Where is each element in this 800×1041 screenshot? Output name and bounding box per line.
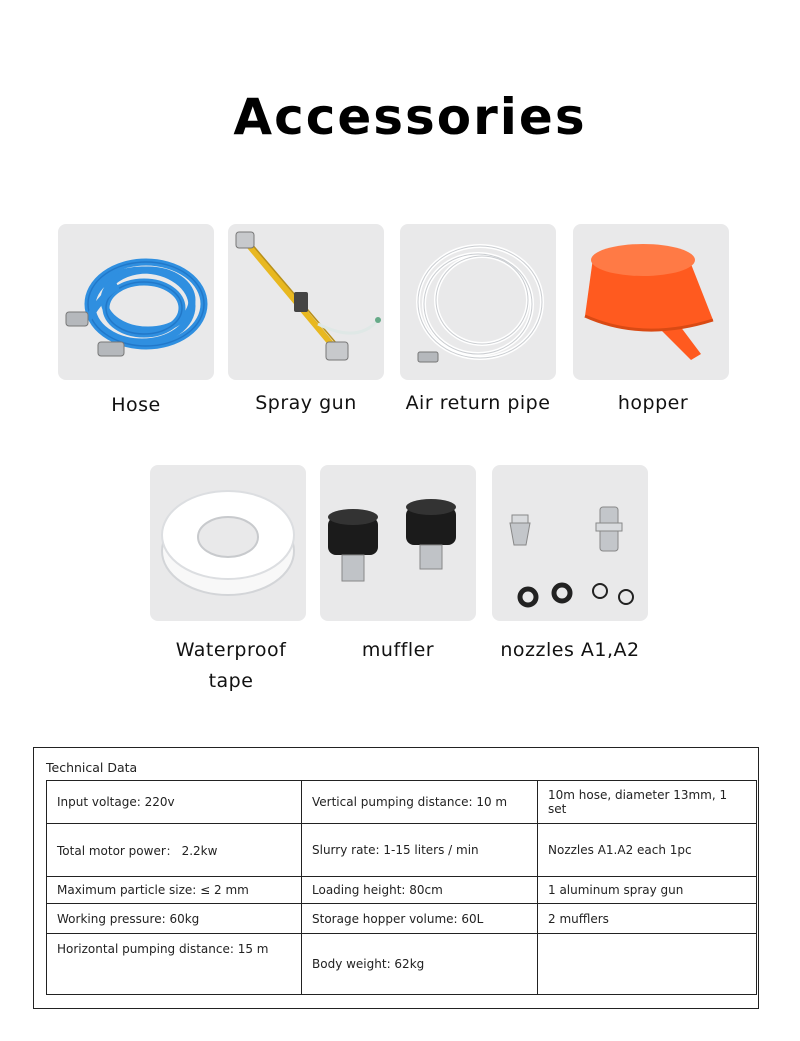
spray-gun-image [228, 224, 384, 380]
hose-icon [58, 224, 214, 380]
waterproof-tape-label-line2: tape [208, 670, 254, 692]
muffler-image [320, 465, 476, 621]
muffler-icon [320, 465, 476, 621]
table-cell: Storage hopper volume: 60L [302, 904, 538, 934]
spray-gun-icon [228, 224, 384, 380]
waterproof-tape-image [150, 465, 306, 621]
hose-label: Hose [111, 394, 161, 416]
table-row [47, 934, 757, 995]
table-cell: Slurry rate: 1-15 liters / min [302, 824, 538, 877]
table-cell: Total motor power： 2.2kw [47, 824, 302, 877]
nozzles-icon [492, 465, 648, 621]
table-row [47, 904, 757, 934]
table-row [47, 877, 757, 904]
table-cell: 1 aluminum spray gun [538, 877, 757, 904]
nozzles-image [492, 465, 648, 621]
hose-image [58, 224, 214, 380]
table-cell: Input voltage: 220v [47, 781, 302, 824]
table-cell: 10m hose, diameter 13mm, 1 set [538, 781, 757, 824]
technical-data-table [46, 780, 757, 995]
table-row [47, 781, 757, 824]
muffler-label: muffler [361, 639, 435, 661]
technical-data-title: Technical Data [46, 760, 138, 775]
hopper-image [573, 224, 729, 380]
table-cell: Maximum particle size: ≤ 2 mm [47, 877, 302, 904]
waterproof-tape-label-line1: Waterproof [175, 639, 287, 661]
table-cell: Body weight: 62kg [302, 934, 538, 995]
air-return-pipe-image [400, 224, 556, 380]
table-cell: Working pressure: 60kg [47, 904, 302, 934]
table-cell: Horizontal pumping distance: 15 m [47, 934, 302, 995]
nozzles-label: nozzles A1,A2 [500, 639, 640, 661]
technical-data-box [33, 747, 759, 1009]
page-title: Accessories [233, 88, 587, 146]
table-cell: Nozzles A1.A2 each 1pc [538, 824, 757, 877]
table-cell: Loading height: 80cm [302, 877, 538, 904]
hopper-label: hopper [617, 392, 689, 414]
waterproof-tape-label [150, 635, 312, 697]
waterproof-tape-icon [150, 465, 306, 621]
hopper-icon [573, 224, 729, 380]
spray-gun-label: Spray gun [255, 392, 357, 414]
table-cell [538, 934, 757, 995]
table-cell: 2 mufflers [538, 904, 757, 934]
air-return-pipe-label: Air return pipe [405, 392, 551, 414]
table-row [47, 824, 757, 877]
air-return-pipe-icon [400, 224, 556, 380]
table-cell: Vertical pumping distance: 10 m [302, 781, 538, 824]
